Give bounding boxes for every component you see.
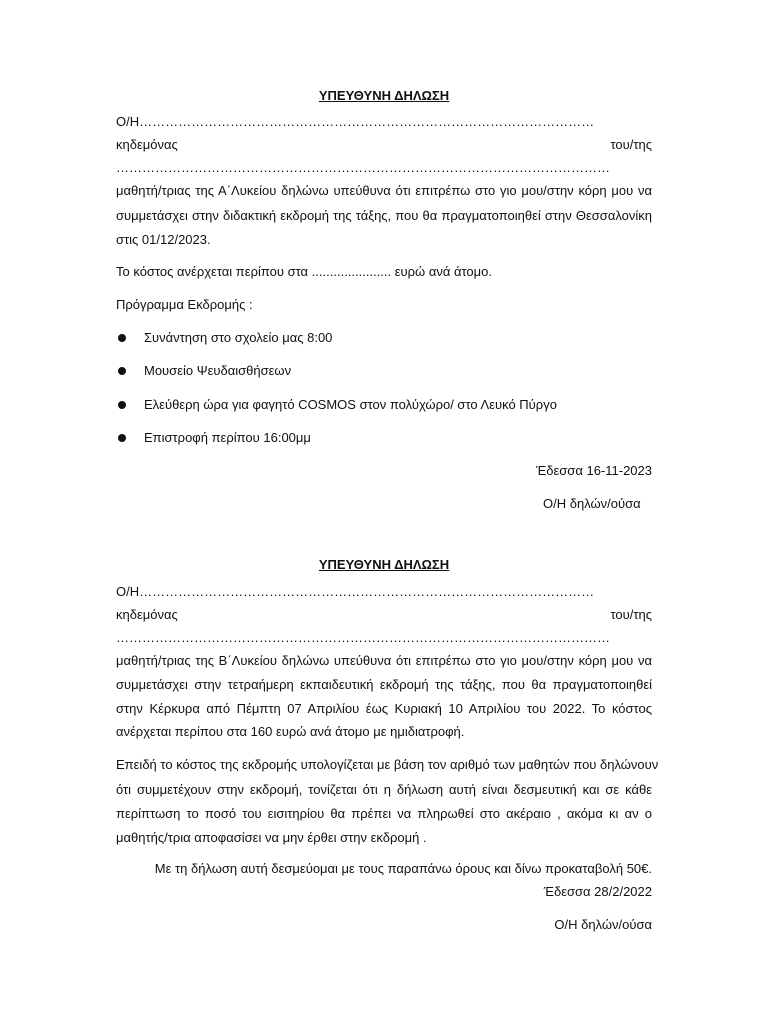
guardian-label: κηδεμόνας <box>116 607 178 622</box>
program-item-label: Συνάντηση στο σχολείο μας 8:00 <box>144 330 333 345</box>
declaration-1-title: ΥΠΕΥΘΥΝΗ ΔΗΛΩΣΗ <box>318 88 450 103</box>
declaration-1-paragraph-line: μαθητή/τριας της Α΄Λυκείου δηλώνω υπεύθυνα ότι επιτρέπω στο γιο μου/στην κόρη μου να <box>116 183 652 198</box>
declaration-2-notice-line: Επειδή το κόστος της εκδρομής υπολογίζεται με βάση τον αριθμό των μαθητών που δηλώνουν <box>116 757 659 772</box>
declaration-1-guardian-row <box>116 137 652 152</box>
of-student-label: του/της <box>610 607 652 622</box>
bullet-icon <box>118 334 126 342</box>
program-item <box>116 430 311 445</box>
declaration-1-place-date: Έδεσσα 16-11-2023 <box>536 463 652 478</box>
declaration-1-dots-line: …………………………………………………………………………………………………… <box>116 160 610 175</box>
declaration-2-notice-line: μαθητής/τρια αποφασίσει να μην έρθει στην εκδρομή . <box>116 830 427 845</box>
program-item-label: Μουσείο Ψευδαισθήσεων <box>144 363 292 378</box>
program-item <box>116 330 332 345</box>
declaration-2-notice-line: περίπτωση το ποσό του εισιτηρίου θα πρέπει να πληρωθεί στο ακέραιο , ακόμα κι αν ο <box>116 806 652 821</box>
declaration-2-name-line: Ο/Η…………………………………………………………………………………………… <box>116 584 595 599</box>
declaration-2-title: ΥΠΕΥΘΥΝΗ ΔΗΛΩΣΗ <box>318 557 450 572</box>
declaration-2-paragraph-line: μαθητή/τριας της Β΄Λυκείου δηλώνω υπεύθυνα ότι επιτρέπω στο γιο μου/στην κόρη μου να <box>116 653 652 668</box>
declaration-1-cost: Το κόστος ανέρχεται περίπου στα ...................... ευρώ ανά άτομο. <box>116 264 492 279</box>
declaration-1-signature: Ο/Η δηλών/ούσα <box>543 496 641 511</box>
program-item <box>116 397 557 412</box>
declaration-2-guardian-row <box>116 607 652 622</box>
declaration-2-paragraph-line: ανέρχεται περίπου στα 160 ευρώ ανά άτομο με ημιδιατροφή. <box>116 724 465 739</box>
bullet-icon <box>118 367 126 375</box>
bullet-icon <box>118 401 126 409</box>
declaration-2-signature: Ο/Η δηλών/ούσα <box>554 917 652 932</box>
declaration-1-name-line: Ο/Η…………………………………………………………………………………………… <box>116 114 595 129</box>
declaration-2-place-date: Έδεσσα 28/2/2022 <box>543 884 652 899</box>
program-item-label: Επιστροφή περίπου 16:00μμ <box>144 430 311 445</box>
declaration-2-paragraph-line: στην Κέρκυρα από Πέμπτη 07 Απριλίου έως Κυριακή 10 Απριλίου του 2022. Το κόστος <box>116 701 652 716</box>
program-item-label: Ελεύθερη ώρα για φαγητό COSMOS στον πολύχώρο/ στο Λευκό Πύργο <box>144 397 557 412</box>
declaration-2-commitment: Με τη δήλωση αυτή δεσμεύομαι με τους παραπάνω όρους και δίνω προκαταβολή 50€. <box>154 861 652 876</box>
declaration-2-notice-line: ότι συμμετέχουν στην εκδρομή, τονίζεται ότι η δήλωση αυτή είναι δεσμευτική και σε κάθε <box>116 782 652 797</box>
declaration-1-paragraph-line: συμμετάσχει στην διδακτική εκδρομή της τάξης, που θα πραγματοποιηθεί στην Θεσσαλονίκη <box>116 208 652 223</box>
declaration-2-dots-line: …………………………………………………………………………………………………… <box>116 630 610 645</box>
program-item <box>116 363 291 378</box>
declaration-1-paragraph-line: στις 01/12/2023. <box>116 232 211 247</box>
bullet-icon <box>118 434 126 442</box>
guardian-label: κηδεμόνας <box>116 137 178 152</box>
declaration-2-paragraph-line: συμμετάσχει στην τετραήμερη εκπαιδευτική εκδρομή της τάξης, που θα πραγματοποιηθεί <box>116 677 652 692</box>
declaration-1-program-heading: Πρόγραμμα Εκδρομής : <box>116 297 253 312</box>
of-student-label: του/της <box>610 137 652 152</box>
